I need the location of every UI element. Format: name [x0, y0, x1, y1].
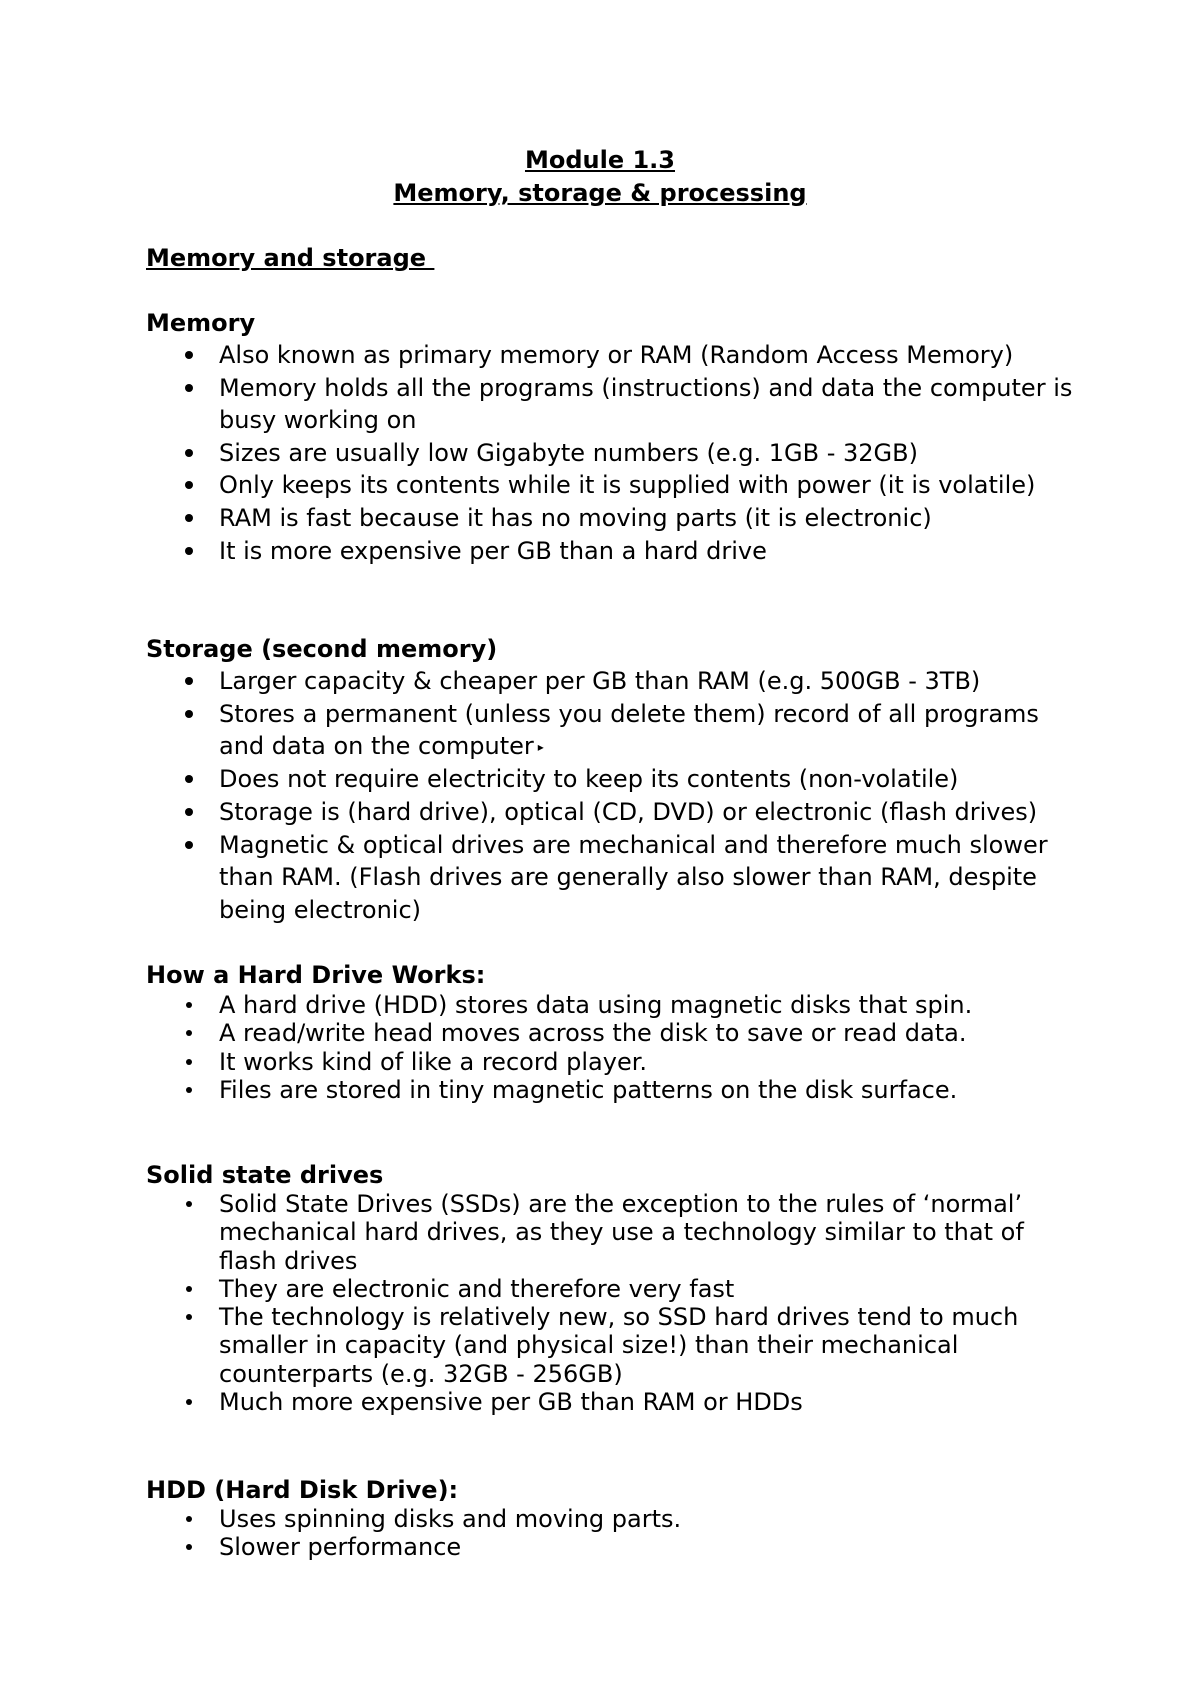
hdd-works-heading: How a Hard Drive Works: [146, 961, 486, 989]
ssd-list [146, 1190, 1076, 1416]
list-item: They are electronic and therefore very fast [219, 1274, 735, 1303]
list-item: Magnetic & optical drives are mechanical and therefore much slower than RAM. (Flash drives are generally also slower than RAM, despite being electronic) [219, 830, 1048, 924]
memory-list [146, 339, 1076, 567]
memory-heading: Memory [146, 309, 256, 337]
storage-list [146, 665, 1076, 926]
list-item: Does not require electricity to keep its contents (non-volatile) [219, 765, 959, 794]
list-item: Solid State Drives (SSDs) are the exception to the rules of ‘normal’ mechanical hard drives, as they use a technology similar to that of flash drives [219, 1190, 1024, 1275]
document-subtitle: Memory, storage & processing [393, 179, 807, 207]
list-item: Slower performance [219, 1533, 462, 1562]
list-item: Also known as primary memory or RAM (Random Access Memory) [219, 341, 1014, 369]
list-item: Uses spinning disks and moving parts. [219, 1505, 682, 1533]
list-item: It is more expensive per GB than a hard drive [219, 536, 767, 565]
hdd-works-list [146, 991, 1076, 1104]
list-item: Larger capacity & cheaper per GB than RAM (e.g. 500GB - 3TB) [219, 667, 981, 695]
list-item: Only keeps its contents while it is supplied with power (it is volatile) [219, 471, 1036, 500]
list-item: Memory holds all the programs (instructions) and data the computer is busy working on [219, 373, 1073, 435]
list-item: Sizes are usually low Gigabyte numbers (e.g. 1GB - 32GB) [219, 438, 918, 467]
list-item: RAM is fast because it has no moving parts (it is electronic) [219, 503, 932, 532]
ssd-heading: Solid state drives [146, 1161, 384, 1189]
list-item: It works kind of like a record player. [219, 1047, 648, 1076]
list-item: A read/write head moves across the disk to save or read data. [219, 1019, 967, 1048]
hdd-list [146, 1505, 1076, 1562]
arrow-right-icon: ▸ [537, 739, 544, 754]
main-heading: Memory and storage [146, 244, 435, 272]
hdd-heading: HDD (Hard Disk Drive): [146, 1476, 459, 1504]
storage-heading: Storage (second memory) [146, 635, 498, 663]
list-item: The technology is relatively new, so SSD hard drives tend to much smaller in capacity (and physical size!) than their mechanical counterparts (e.g. 32GB - 256GB) [219, 1303, 1019, 1388]
list-item: Files are stored in tiny magnetic patterns on the disk surface. [219, 1075, 958, 1104]
module-title: Module 1.3 [524, 146, 675, 174]
list-item: Stores a permanent (unless you delete them) record of all programs and data on the computer ▸ [146, 698, 1076, 764]
list-item: Storage is (hard drive), optical (CD, DVD) or electronic (flash drives) [219, 798, 1038, 827]
list-item: A hard drive (HDD) stores data using magnetic disks that spin. [219, 991, 973, 1019]
list-item: Much more expensive per GB than RAM or HDDs [219, 1388, 803, 1417]
